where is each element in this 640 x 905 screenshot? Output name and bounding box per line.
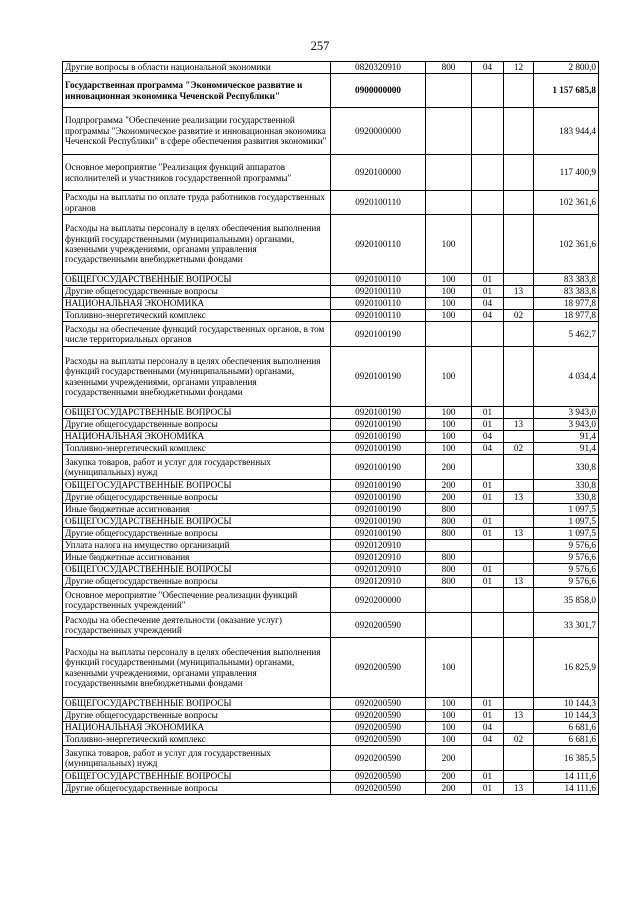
row-expense-type-cell xyxy=(426,322,472,347)
row-subsection-cell xyxy=(504,540,534,552)
row-name-cell: Иные бюджетные ассигнования xyxy=(63,552,331,564)
table-row xyxy=(63,771,599,783)
row-section-cell xyxy=(472,552,504,564)
row-code-cell: 0920100190 xyxy=(331,347,426,407)
row-expense-type-cell xyxy=(426,588,472,613)
row-subsection-cell: 02 xyxy=(504,443,534,455)
row-code-cell: 0920200590 xyxy=(331,722,426,734)
row-section-cell xyxy=(472,108,504,155)
row-amount-cell: 91,4 xyxy=(534,443,599,455)
row-code-cell: 0920000000 xyxy=(331,108,426,155)
table-row xyxy=(63,698,599,710)
row-expense-type-cell: 200 xyxy=(426,492,472,504)
row-amount-cell: 18 977,8 xyxy=(534,298,599,310)
row-amount-cell: 33 301,7 xyxy=(534,613,599,638)
row-name-cell: Закупка товаров, работ и услуг для государственных (муниципальных) нужд xyxy=(63,455,331,480)
row-name-cell: Другие общегосударственные вопросы xyxy=(63,528,331,540)
row-name-cell: ОБЩЕГОСУДАРСТВЕННЫЕ ВОПРОСЫ xyxy=(63,698,331,710)
row-expense-type-cell: 200 xyxy=(426,746,472,771)
row-section-cell xyxy=(472,74,504,108)
row-name-cell: Государственная программа "Экономическое развитие и инновационная экономика Чеченской Республики" xyxy=(63,74,331,108)
table-row xyxy=(63,710,599,722)
table-row xyxy=(63,431,599,443)
table-row xyxy=(63,298,599,310)
row-amount-cell: 1 097,5 xyxy=(534,516,599,528)
row-code-cell: 0920100110 xyxy=(331,215,426,274)
row-name-cell: НАЦИОНАЛЬНАЯ ЭКОНОМИКА xyxy=(63,722,331,734)
row-section-cell xyxy=(472,191,504,215)
row-section-cell: 04 xyxy=(472,431,504,443)
row-amount-cell: 330,8 xyxy=(534,455,599,480)
row-subsection-cell xyxy=(504,215,534,274)
row-code-cell: 0920100190 xyxy=(331,492,426,504)
row-section-cell: 04 xyxy=(472,62,504,74)
budget-table-body xyxy=(63,62,599,795)
table-row xyxy=(63,516,599,528)
row-code-cell: 0920200000 xyxy=(331,588,426,613)
row-expense-type-cell: 100 xyxy=(426,710,472,722)
row-subsection-cell xyxy=(504,191,534,215)
row-code-cell: 0920100190 xyxy=(331,322,426,347)
row-subsection-cell xyxy=(504,455,534,480)
row-expense-type-cell: 800 xyxy=(426,516,472,528)
row-code-cell: 0920120910 xyxy=(331,564,426,576)
row-name-cell: Основное мероприятие "Реализация функций аппаратов исполнителей и участников государственной программы" xyxy=(63,155,331,191)
row-code-cell: 0920200590 xyxy=(331,613,426,638)
row-section-cell xyxy=(472,588,504,613)
row-expense-type-cell: 100 xyxy=(426,298,472,310)
row-section-cell: 04 xyxy=(472,310,504,322)
table-row xyxy=(63,528,599,540)
row-subsection-cell xyxy=(504,407,534,419)
row-section-cell: 01 xyxy=(472,492,504,504)
row-amount-cell: 18 977,8 xyxy=(534,310,599,322)
row-expense-type-cell: 800 xyxy=(426,576,472,588)
row-expense-type-cell: 100 xyxy=(426,274,472,286)
row-amount-cell: 117 400,9 xyxy=(534,155,599,191)
row-section-cell xyxy=(472,347,504,407)
row-subsection-cell xyxy=(504,771,534,783)
row-subsection-cell xyxy=(504,516,534,528)
row-section-cell xyxy=(472,322,504,347)
row-expense-type-cell xyxy=(426,540,472,552)
table-row xyxy=(63,215,599,274)
row-name-cell: ОБЩЕГОСУДАРСТВЕННЫЕ ВОПРОСЫ xyxy=(63,771,331,783)
row-amount-cell: 9 576,6 xyxy=(534,540,599,552)
row-name-cell: Подпрограмма "Обеспечение реализации государственной программы "Экономическое развитие и инновационная экономика Чеченской Республики" в сфере обеспечения развития экономики" xyxy=(63,108,331,155)
row-amount-cell: 16 825,9 xyxy=(534,638,599,698)
row-section-cell xyxy=(472,540,504,552)
row-code-cell: 0920100110 xyxy=(331,274,426,286)
row-name-cell: Расходы на выплаты персоналу в целях обеспечения выполнения функций государственными (муниципальными) органами, казенными учреждениями, органами управления государственными внебюджетными фондами xyxy=(63,638,331,698)
row-name-cell: ОБЩЕГОСУДАРСТВЕННЫЕ ВОПРОСЫ xyxy=(63,407,331,419)
row-expense-type-cell: 800 xyxy=(426,564,472,576)
table-row xyxy=(63,108,599,155)
row-name-cell: Топливно-энергетический комплекс xyxy=(63,734,331,746)
row-amount-cell: 91,4 xyxy=(534,431,599,443)
row-subsection-cell xyxy=(504,108,534,155)
row-code-cell: 0920200590 xyxy=(331,734,426,746)
row-subsection-cell xyxy=(504,274,534,286)
row-section-cell: 01 xyxy=(472,274,504,286)
row-name-cell: Расходы на выплаты по оплате труда работников государственных органов xyxy=(63,191,331,215)
row-amount-cell: 35 858,0 xyxy=(534,588,599,613)
table-row xyxy=(63,746,599,771)
row-subsection-cell: 13 xyxy=(504,710,534,722)
row-amount-cell: 4 034,4 xyxy=(534,347,599,407)
row-amount-cell: 3 943,0 xyxy=(534,419,599,431)
row-expense-type-cell xyxy=(426,74,472,108)
row-subsection-cell: 13 xyxy=(504,286,534,298)
table-row xyxy=(63,191,599,215)
row-section-cell: 04 xyxy=(472,298,504,310)
table-row xyxy=(63,734,599,746)
row-name-cell: Другие общегосударственные вопросы xyxy=(63,286,331,298)
row-code-cell: 0920100000 xyxy=(331,155,426,191)
row-subsection-cell xyxy=(504,722,534,734)
row-code-cell: 0920100190 xyxy=(331,480,426,492)
row-code-cell: 0920100190 xyxy=(331,516,426,528)
row-code-cell: 0920100190 xyxy=(331,431,426,443)
row-expense-type-cell: 100 xyxy=(426,734,472,746)
row-expense-type-cell: 100 xyxy=(426,347,472,407)
row-expense-type-cell: 200 xyxy=(426,480,472,492)
table-row xyxy=(63,322,599,347)
row-section-cell: 01 xyxy=(472,480,504,492)
row-section-cell xyxy=(472,613,504,638)
row-subsection-cell: 02 xyxy=(504,734,534,746)
table-row xyxy=(63,62,599,74)
row-section-cell: 01 xyxy=(472,698,504,710)
row-expense-type-cell: 800 xyxy=(426,528,472,540)
table-row xyxy=(63,613,599,638)
row-amount-cell: 5 462,7 xyxy=(534,322,599,347)
row-name-cell: Другие общегосударственные вопросы xyxy=(63,492,331,504)
table-row xyxy=(63,564,599,576)
page-number: 257 xyxy=(310,39,330,53)
row-name-cell: НАЦИОНАЛЬНАЯ ЭКОНОМИКА xyxy=(63,431,331,443)
row-name-cell: Расходы на обеспечение деятельности (оказание услуг) государственных учреждений xyxy=(63,613,331,638)
row-name-cell: Топливно-энергетический комплекс xyxy=(63,443,331,455)
table-row xyxy=(63,274,599,286)
table-row xyxy=(63,783,599,795)
table-row xyxy=(63,310,599,322)
row-expense-type-cell: 100 xyxy=(426,419,472,431)
row-subsection-cell: 13 xyxy=(504,528,534,540)
row-section-cell: 01 xyxy=(472,783,504,795)
table-row xyxy=(63,480,599,492)
row-code-cell: 0920100190 xyxy=(331,419,426,431)
table-row xyxy=(63,407,599,419)
row-expense-type-cell xyxy=(426,155,472,191)
row-expense-type-cell: 100 xyxy=(426,407,472,419)
row-amount-cell: 83 383,8 xyxy=(534,274,599,286)
row-section-cell: 04 xyxy=(472,443,504,455)
row-amount-cell: 14 111,6 xyxy=(534,771,599,783)
row-name-cell: ОБЩЕГОСУДАРСТВЕННЫЕ ВОПРОСЫ xyxy=(63,274,331,286)
row-amount-cell: 83 383,8 xyxy=(534,286,599,298)
row-subsection-cell: 13 xyxy=(504,419,534,431)
row-section-cell xyxy=(472,455,504,480)
row-section-cell: 01 xyxy=(472,516,504,528)
row-subsection-cell: 13 xyxy=(504,492,534,504)
row-section-cell: 01 xyxy=(472,564,504,576)
row-expense-type-cell xyxy=(426,108,472,155)
row-name-cell: Основное мероприятие "Обеспечение реализации функций государственных учреждений" xyxy=(63,588,331,613)
row-code-cell: 0920100190 xyxy=(331,443,426,455)
row-section-cell xyxy=(472,504,504,516)
row-amount-cell: 2 800,0 xyxy=(534,62,599,74)
row-code-cell: 0920200590 xyxy=(331,710,426,722)
row-name-cell: Расходы на обеспечение функций государственных органов, в том числе территориальных органов xyxy=(63,322,331,347)
row-amount-cell: 14 111,6 xyxy=(534,783,599,795)
row-name-cell: НАЦИОНАЛЬНАЯ ЭКОНОМИКА xyxy=(63,298,331,310)
row-code-cell: 0920120910 xyxy=(331,540,426,552)
row-code-cell: 0920100190 xyxy=(331,504,426,516)
row-expense-type-cell: 100 xyxy=(426,698,472,710)
table-row xyxy=(63,492,599,504)
table-row xyxy=(63,638,599,698)
table-row xyxy=(63,455,599,480)
row-subsection-cell xyxy=(504,638,534,698)
table-row xyxy=(63,155,599,191)
row-subsection-cell: 13 xyxy=(504,576,534,588)
row-name-cell: Другие общегосударственные вопросы xyxy=(63,419,331,431)
row-subsection-cell xyxy=(504,347,534,407)
row-expense-type-cell: 200 xyxy=(426,771,472,783)
row-subsection-cell xyxy=(504,552,534,564)
row-expense-type-cell xyxy=(426,191,472,215)
row-name-cell: Другие общегосударственные вопросы xyxy=(63,576,331,588)
row-section-cell xyxy=(472,746,504,771)
table-row xyxy=(63,588,599,613)
row-section-cell: 01 xyxy=(472,407,504,419)
table-row xyxy=(63,540,599,552)
row-subsection-cell xyxy=(504,322,534,347)
row-code-cell: 0820320910 xyxy=(331,62,426,74)
row-subsection-cell: 12 xyxy=(504,62,534,74)
row-section-cell: 01 xyxy=(472,771,504,783)
row-amount-cell: 1 157 685,8 xyxy=(534,74,599,108)
table-row xyxy=(63,504,599,516)
row-expense-type-cell: 100 xyxy=(426,431,472,443)
row-name-cell: Расходы на выплаты персоналу в целях обеспечения выполнения функций государственными (муниципальными) органами, казенными учреждениями, органами управления государственными внебюджетными фондами xyxy=(63,215,331,274)
row-expense-type-cell: 200 xyxy=(426,783,472,795)
row-name-cell: Топливно-энергетический комплекс xyxy=(63,310,331,322)
row-subsection-cell: 13 xyxy=(504,783,534,795)
row-subsection-cell: 02 xyxy=(504,310,534,322)
row-code-cell: 0920100110 xyxy=(331,310,426,322)
row-name-cell: Уплата налога на имущество организаций xyxy=(63,540,331,552)
row-amount-cell: 10 144,3 xyxy=(534,710,599,722)
row-section-cell: 01 xyxy=(472,528,504,540)
row-amount-cell: 102 361,6 xyxy=(534,191,599,215)
row-subsection-cell xyxy=(504,155,534,191)
row-code-cell: 0920100110 xyxy=(331,191,426,215)
row-subsection-cell xyxy=(504,480,534,492)
row-subsection-cell xyxy=(504,74,534,108)
row-expense-type-cell: 800 xyxy=(426,552,472,564)
row-name-cell: Другие вопросы в области национальной экономики xyxy=(63,62,331,74)
row-code-cell: 0920100190 xyxy=(331,407,426,419)
row-code-cell: 0920120910 xyxy=(331,576,426,588)
table-row xyxy=(63,443,599,455)
row-subsection-cell xyxy=(504,504,534,516)
row-code-cell: 0920100110 xyxy=(331,298,426,310)
row-expense-type-cell: 100 xyxy=(426,722,472,734)
row-amount-cell: 9 576,6 xyxy=(534,564,599,576)
row-subsection-cell xyxy=(504,613,534,638)
row-code-cell: 0920200590 xyxy=(331,783,426,795)
row-amount-cell: 9 576,6 xyxy=(534,576,599,588)
row-section-cell: 01 xyxy=(472,710,504,722)
row-code-cell: 0920200590 xyxy=(331,698,426,710)
row-expense-type-cell: 800 xyxy=(426,62,472,74)
row-name-cell: Другие общегосударственные вопросы xyxy=(63,710,331,722)
row-amount-cell: 330,8 xyxy=(534,492,599,504)
row-section-cell xyxy=(472,638,504,698)
row-expense-type-cell: 100 xyxy=(426,286,472,298)
row-code-cell: 0920200590 xyxy=(331,638,426,698)
row-subsection-cell xyxy=(504,698,534,710)
row-amount-cell: 183 944,4 xyxy=(534,108,599,155)
row-section-cell: 04 xyxy=(472,734,504,746)
row-name-cell: Закупка товаров, работ и услуг для государственных (муниципальных) нужд xyxy=(63,746,331,771)
row-amount-cell: 1 097,5 xyxy=(534,504,599,516)
row-subsection-cell xyxy=(504,431,534,443)
row-section-cell xyxy=(472,155,504,191)
table-row xyxy=(63,576,599,588)
row-section-cell: 01 xyxy=(472,419,504,431)
row-expense-type-cell: 100 xyxy=(426,215,472,274)
row-subsection-cell xyxy=(504,564,534,576)
row-subsection-cell xyxy=(504,298,534,310)
table-row xyxy=(63,552,599,564)
row-amount-cell: 6 681,6 xyxy=(534,722,599,734)
row-section-cell: 04 xyxy=(472,722,504,734)
row-section-cell: 01 xyxy=(472,576,504,588)
row-section-cell xyxy=(472,215,504,274)
row-code-cell: 0920100190 xyxy=(331,528,426,540)
row-expense-type-cell: 200 xyxy=(426,455,472,480)
row-amount-cell: 102 361,6 xyxy=(534,215,599,274)
row-code-cell: 0920200590 xyxy=(331,771,426,783)
row-code-cell: 0920100190 xyxy=(331,455,426,480)
row-amount-cell: 9 576,6 xyxy=(534,552,599,564)
row-expense-type-cell: 800 xyxy=(426,504,472,516)
row-amount-cell: 3 943,0 xyxy=(534,407,599,419)
table-row xyxy=(63,419,599,431)
row-name-cell: ОБЩЕГОСУДАРСТВЕННЫЕ ВОПРОСЫ xyxy=(63,480,331,492)
table-row xyxy=(63,74,599,108)
row-amount-cell: 330,8 xyxy=(534,480,599,492)
row-expense-type-cell xyxy=(426,613,472,638)
table-row xyxy=(63,722,599,734)
row-name-cell: ОБЩЕГОСУДАРСТВЕННЫЕ ВОПРОСЫ xyxy=(63,516,331,528)
row-name-cell: Расходы на выплаты персоналу в целях обеспечения выполнения функций государственными (муниципальными) органами, казенными учреждениями, органами управления государственными внебюджетными фондами xyxy=(63,347,331,407)
row-name-cell: ОБЩЕГОСУДАРСТВЕННЫЕ ВОПРОСЫ xyxy=(63,564,331,576)
row-code-cell: 0920120910 xyxy=(331,552,426,564)
row-subsection-cell xyxy=(504,588,534,613)
row-amount-cell: 6 681,6 xyxy=(534,734,599,746)
row-subsection-cell xyxy=(504,746,534,771)
row-section-cell: 01 xyxy=(472,286,504,298)
row-name-cell: Иные бюджетные ассигнования xyxy=(63,504,331,516)
row-code-cell: 0920100110 xyxy=(331,286,426,298)
table-row xyxy=(63,347,599,407)
row-expense-type-cell: 100 xyxy=(426,638,472,698)
row-amount-cell: 1 097,5 xyxy=(534,528,599,540)
row-expense-type-cell: 100 xyxy=(426,443,472,455)
row-code-cell: 0920200590 xyxy=(331,746,426,771)
row-name-cell: Другие общегосударственные вопросы xyxy=(63,783,331,795)
budget-table xyxy=(62,61,599,795)
row-expense-type-cell: 100 xyxy=(426,310,472,322)
row-code-cell: 0900000000 xyxy=(331,74,426,108)
row-amount-cell: 10 144,3 xyxy=(534,698,599,710)
row-amount-cell: 16 385,5 xyxy=(534,746,599,771)
table-row xyxy=(63,286,599,298)
